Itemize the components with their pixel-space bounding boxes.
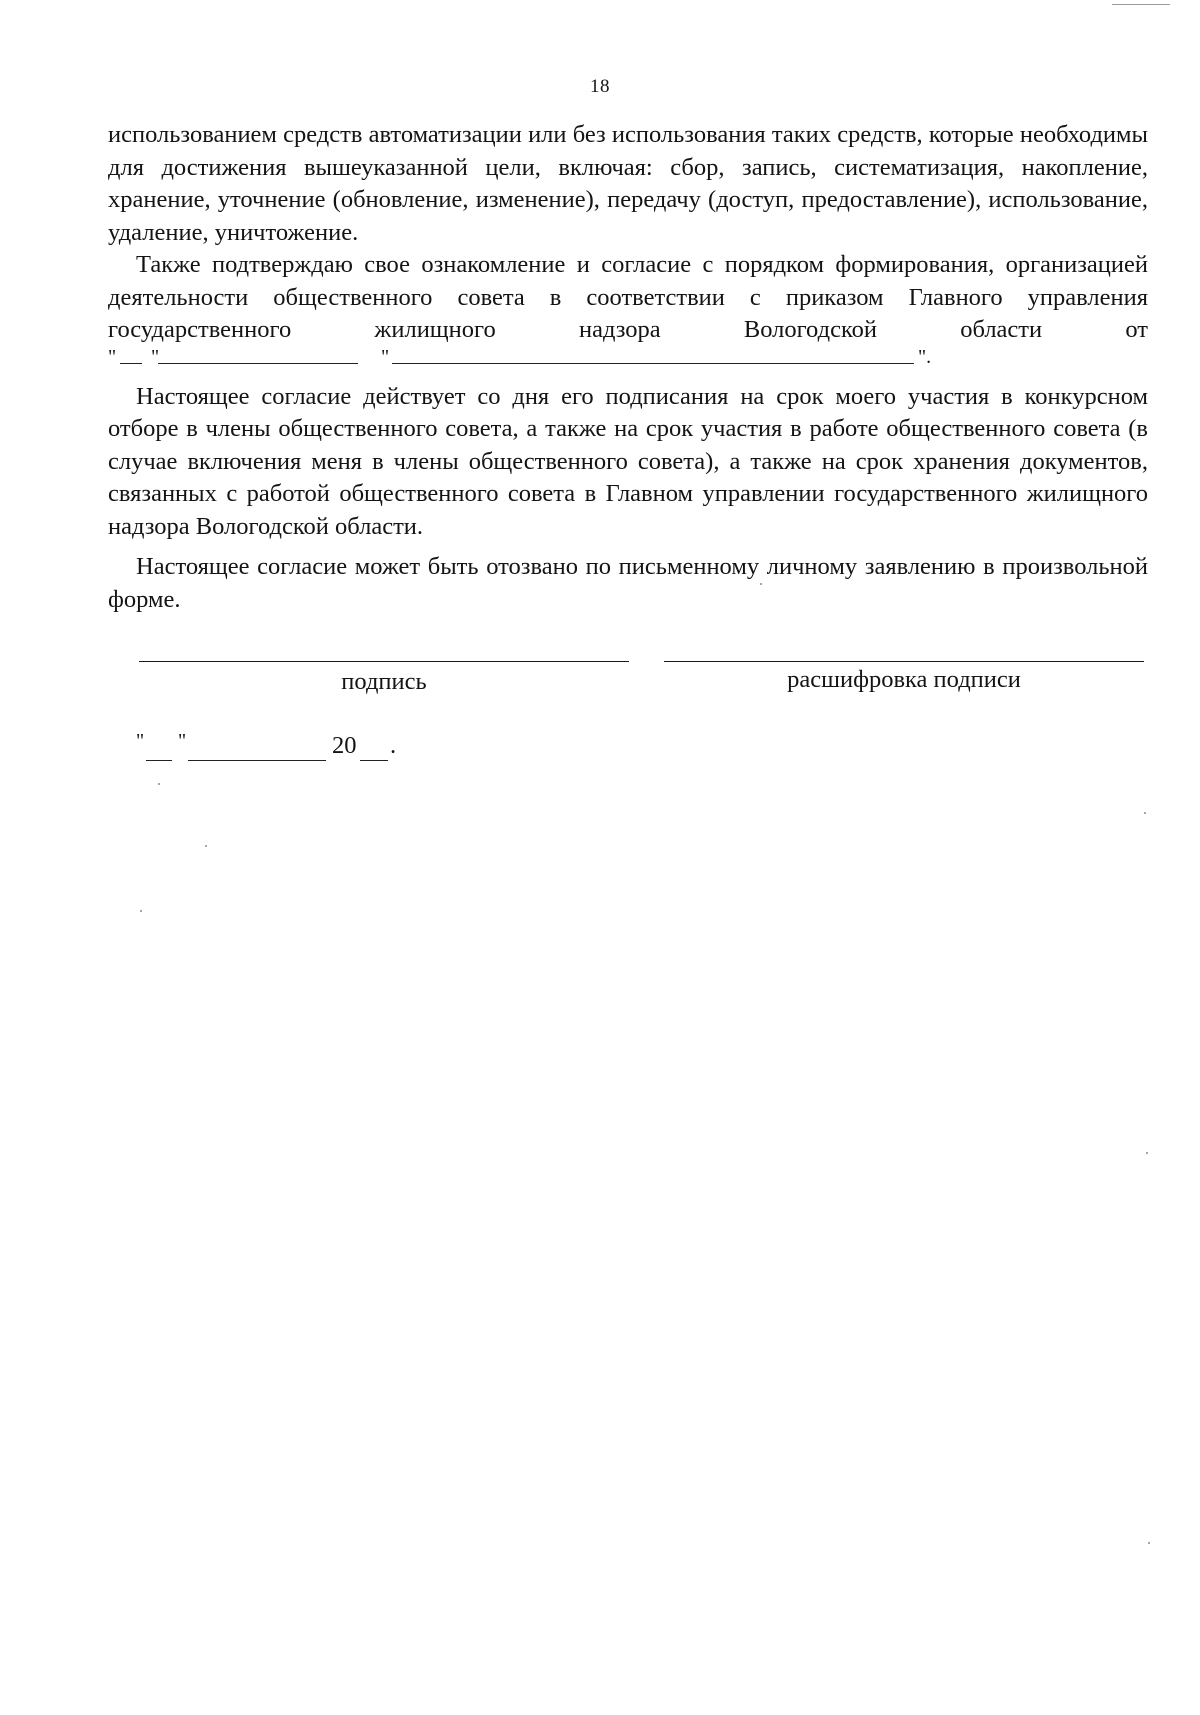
- blank-title-quote-close: ".: [918, 345, 932, 368]
- paragraph-acknowledgement: Также подтверждаю свое ознакомление и согласие с порядком формирования, организацией деятельности общественного совета в соответствии с приказом Главного управления государственного жилищного надзора Вологодской области от: [108, 251, 1148, 343]
- date-end-mark: .: [390, 732, 397, 759]
- scan-speck: [1148, 1542, 1150, 1544]
- date-month-underline: [188, 760, 326, 761]
- signature-label: подпись: [341, 668, 427, 695]
- blank-quote-open: ": [108, 345, 117, 368]
- blank-day-underline: [120, 363, 142, 364]
- paragraph-processing-methods: использованием средств автоматизации или без использования таких средств, которые необходимы для достижения вышеуказанной цели, включая: сбор, запись, систематизация, накопление, хранение, уточнение (обновление, изменение), передачу (доступ, предоставление), использование, удаление, уничтожение.: [108, 121, 1148, 246]
- signature-decoding-label: расшифровка подписи: [787, 666, 1021, 693]
- page-number: 18: [590, 76, 610, 97]
- date-year-underline: [360, 760, 388, 761]
- blank-month-underline: [158, 363, 358, 364]
- date-quote-close: ": [178, 730, 187, 752]
- signature-line: [139, 661, 629, 662]
- scan-speck: [140, 910, 142, 912]
- blank-title-quote-open: ": [381, 345, 390, 368]
- signature-decoding-line: [664, 661, 1144, 662]
- body-text: [108, 119, 1148, 616]
- scan-speck: [205, 845, 207, 847]
- scan-speck: [158, 783, 160, 785]
- paragraph-revocation: Настоящее согласие может быть отозвано по письменному личному заявлению в произвольной форме.: [108, 553, 1148, 613]
- blank-quote-close: ": [151, 345, 160, 368]
- paragraph-validity-term: Настоящее согласие действует со дня его подписания на срок моего участия в конкурсном отборе в члены общественного совета, а также на срок участия в работе общественного совета (в случае включения меня в члены общественного совета), а также на срок хранения документов, связанных с работой общественного совета в Главном управлении государственного жилищного надзора Вологодской области.: [108, 382, 1148, 540]
- date-quote-open: ": [136, 730, 145, 752]
- scan-speck: [760, 583, 762, 585]
- order-reference-blank: [108, 347, 1148, 373]
- date-day-underline: [146, 760, 172, 761]
- date-field: [136, 730, 436, 766]
- scan-speck: [1144, 812, 1146, 814]
- blank-title-underline: [392, 363, 914, 364]
- corner-scan-mark: [1112, 0, 1170, 5]
- date-year-prefix: 20: [332, 732, 357, 759]
- scan-speck: [1146, 1152, 1148, 1154]
